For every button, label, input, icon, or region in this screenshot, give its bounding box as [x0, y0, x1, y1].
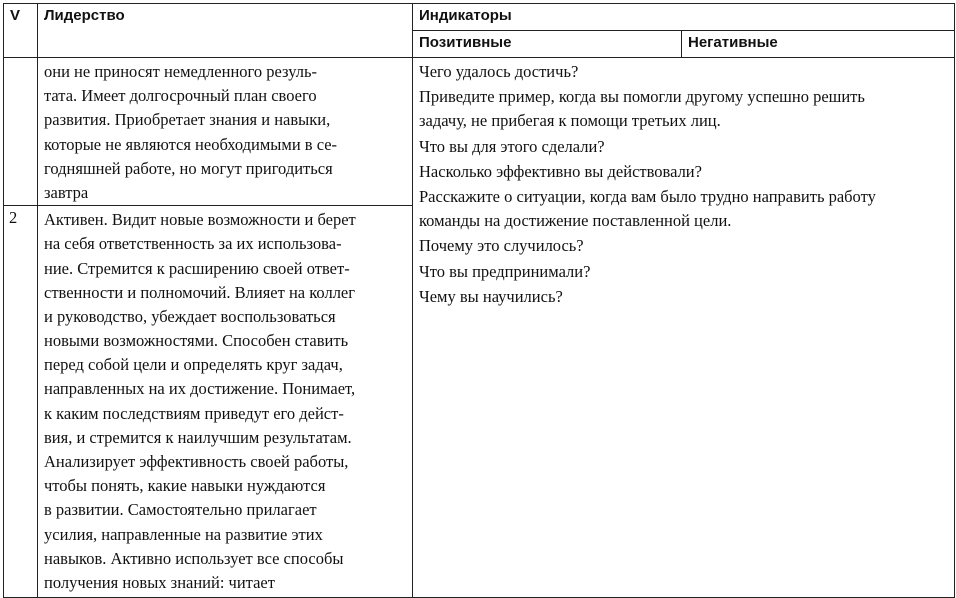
table-row	[4, 58, 955, 206]
question-line: Чего удалось достичь?	[419, 62, 579, 81]
header-indicators: Индикаторы	[413, 4, 955, 31]
text-line: направленных на их достижение. Понимает,	[44, 379, 356, 399]
interview-question	[419, 285, 948, 309]
text-line: вия, и стремится к наилучшим результатам.	[44, 427, 352, 447]
question-line: Расскажите о ситуации, когда вам было трудно направить работу	[419, 186, 876, 206]
header-row-1	[4, 4, 955, 31]
text-line: Активен. Видит новые возможности и берет	[44, 210, 356, 230]
question-line: задачу, не прибегая к помощи третьих лиц.	[419, 111, 721, 131]
question-list	[419, 60, 948, 309]
text-line: и руководство, убеждает воспользоваться	[44, 306, 336, 326]
text-line: они не приносят немедленного резуль-	[44, 62, 317, 81]
interview-question	[419, 260, 948, 284]
leadership-cell	[38, 206, 413, 598]
question-line: Чему вы научились?	[419, 286, 563, 306]
positive-indicators-cell	[413, 58, 955, 598]
text-line: к каким последствиям приведут его дейст-	[44, 403, 344, 423]
leadership-text	[44, 60, 406, 205]
text-line: завтра	[44, 182, 89, 202]
interview-question	[419, 60, 948, 84]
row-number: 2	[4, 206, 38, 598]
text-line: развития. Приобретает знания и навыки,	[44, 110, 331, 130]
header-leadership: Лидерство	[38, 4, 413, 58]
question-line: Что вы предпринимали?	[419, 261, 591, 281]
header-v: V	[4, 4, 38, 58]
interview-question	[419, 185, 948, 233]
text-line: получения новых знаний: читает	[44, 572, 275, 592]
interview-question	[419, 160, 948, 184]
text-line: навыков. Активно использует все способы	[44, 548, 344, 568]
competency-table	[3, 3, 955, 598]
leadership-cell	[38, 58, 413, 206]
text-line: ние. Стремится к расширению своей ответ-	[44, 258, 350, 278]
interview-question	[419, 234, 948, 258]
text-line: в развитии. Самостоятельно прилагает	[44, 500, 317, 520]
leadership-text	[44, 208, 406, 595]
text-line: на себя ответственность за их использова-	[44, 234, 342, 254]
text-line: которые не являются необходимыми в се-	[44, 134, 338, 154]
text-line: чтобы понять, какие навыки нуждаются	[44, 476, 326, 496]
text-line: Анализирует эффективность своей работы,	[44, 452, 349, 471]
text-line: ственности и полномочий. Влияет на коллег	[44, 282, 356, 302]
question-line: Приведите пример, когда вы помогли другому успешно решить	[419, 87, 865, 107]
text-line: тата. Имеет долгосрочный план своего	[44, 86, 317, 106]
question-line: Что вы для этого сделали?	[419, 136, 605, 156]
text-line: годняшней работе, но могут пригодиться	[44, 158, 333, 178]
text-line: новыми возможностями. Способен ставить	[44, 331, 349, 351]
question-line: Насколько эффективно вы действовали?	[419, 161, 702, 181]
row-number	[4, 58, 38, 206]
header-positive: Позитивные	[413, 31, 682, 58]
text-line: перед собой цели и определять круг задач,	[44, 355, 343, 375]
interview-question	[419, 85, 948, 133]
question-line: команды на достижение поставленной цели.	[419, 211, 732, 231]
header-negative: Негативные	[682, 31, 955, 58]
text-line: усилия, направленные на развитие этих	[44, 524, 323, 544]
interview-question	[419, 135, 948, 159]
question-line: Почему это случилось?	[419, 236, 584, 256]
